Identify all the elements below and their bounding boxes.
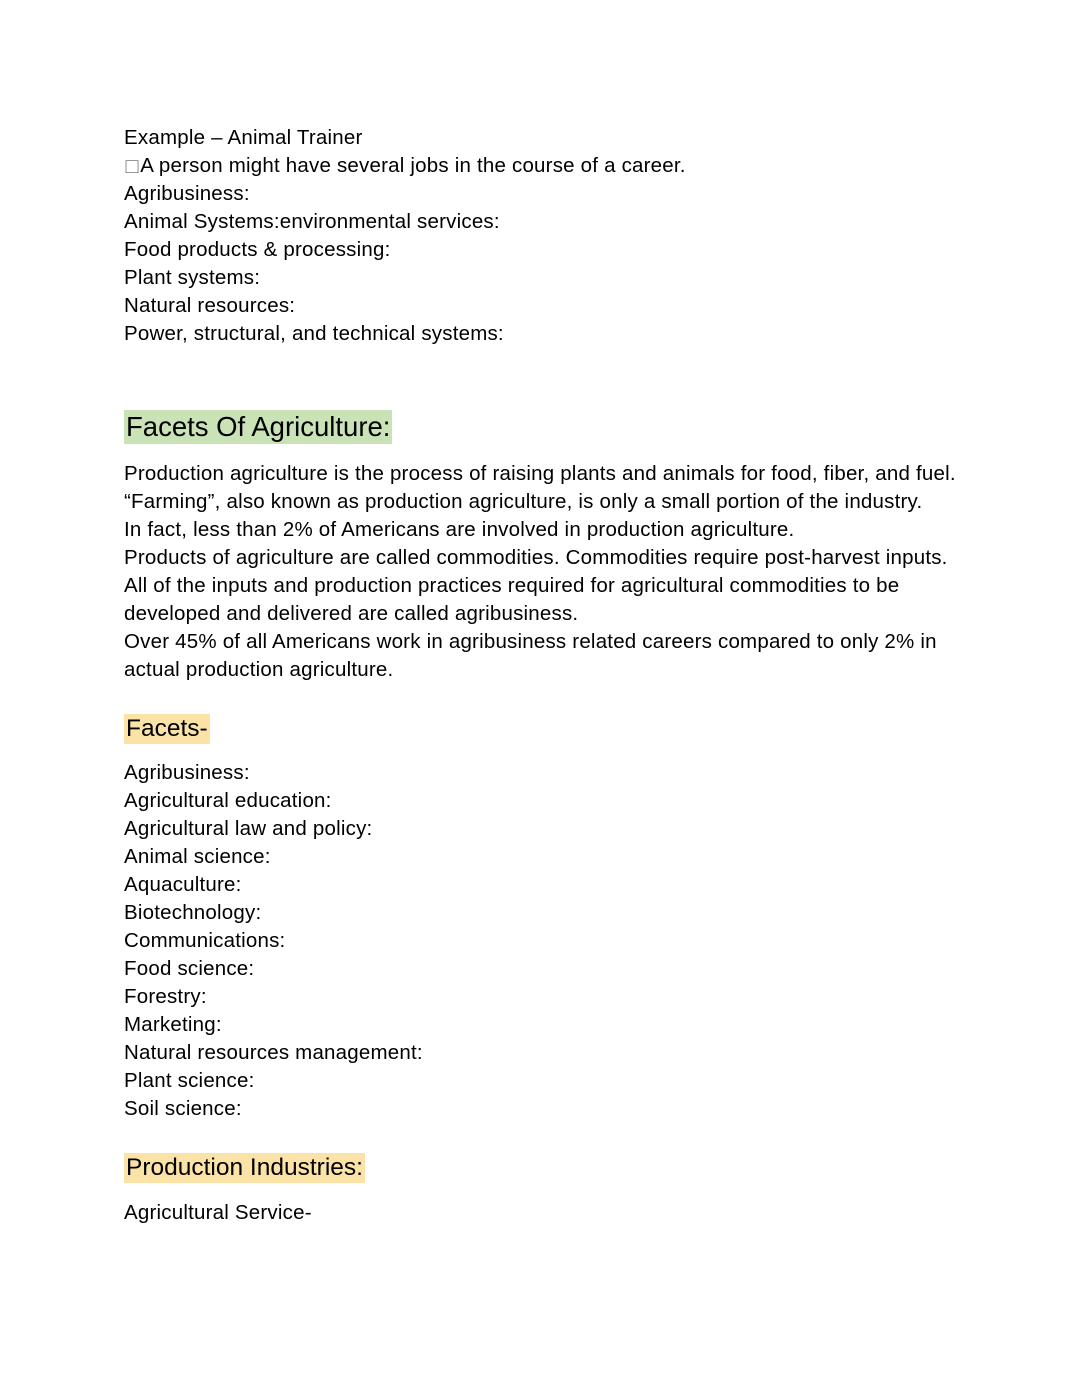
list-item: Soil science: [124, 1097, 242, 1121]
facets-of-agriculture-heading [124, 410, 964, 444]
facets-paragraph-commodities: Products of agriculture are called commodities. Commodities require post-harvest inputs. [124, 545, 948, 569]
list-item: Food science: [124, 957, 255, 981]
spacer [124, 1123, 964, 1153]
intro-line-natural-resources: Natural resources: [124, 294, 296, 317]
intro-line-power-systems: Power, structural, and technical systems: [124, 322, 504, 345]
facets-paragraph-farming: “Farming”, also known as production agriculture, is only a small portion of the industry. [124, 489, 923, 513]
spacer [124, 444, 964, 460]
production-industries-heading [124, 1153, 964, 1183]
list-item: Plant science: [124, 1069, 255, 1093]
facets-paragraph-percent: In fact, less than 2% of Americans are involved in production agriculture. [124, 517, 795, 541]
facets-of-agriculture-heading-text: Facets Of Agriculture: [126, 411, 391, 442]
production-industries-heading-text: Production Industries: [126, 1154, 363, 1182]
spacer [124, 1183, 964, 1199]
list-item: Communications: [124, 929, 286, 953]
list-item: Natural resources management: [124, 1041, 423, 1065]
intro-line-agribusiness: Agribusiness: [124, 182, 250, 205]
facets-of-agriculture-section [124, 410, 964, 684]
intro-line-plant-systems: Plant systems: [124, 266, 261, 289]
spacer [124, 348, 964, 410]
list-item: Marketing: [124, 1013, 222, 1037]
facets-heading [124, 714, 964, 744]
facets-paragraph-careers: Over 45% of all Americans work in agribusiness related careers compared to only 2% in actual production agriculture. [124, 629, 937, 681]
intro-line-example: Example – Animal Trainer [124, 126, 363, 149]
intro-block [124, 124, 964, 348]
list-item: Agricultural Service- [124, 1201, 312, 1225]
intro-line-animal-systems: Animal Systems:environmental services: [124, 210, 500, 233]
spacer [124, 684, 964, 714]
intro-line-food-products: Food products & processing: [124, 238, 391, 261]
facets-paragraph-production: Production agriculture is the process of raising plants and animals for food, fiber, and fuel. [124, 461, 956, 485]
facets-paragraph-inputs: All of the inputs and production practices required for agricultural commodities to be developed and delivered are called agribusiness. [124, 573, 900, 625]
spacer [124, 743, 964, 759]
list-item: Agricultural education: [124, 789, 332, 813]
intro-line-career [124, 152, 964, 180]
document-body [124, 124, 964, 1227]
list-item: Agribusiness: [124, 761, 250, 785]
empty-box-bullet-icon: □ [124, 156, 141, 176]
list-item: Biotechnology: [124, 901, 262, 925]
list-item: Forestry: [124, 985, 207, 1009]
facets-list-section [124, 714, 964, 1124]
list-item: Aquaculture: [124, 873, 242, 897]
production-industries-section [124, 1153, 964, 1227]
list-item: Animal science: [124, 845, 271, 869]
facets-heading-text: Facets- [126, 714, 208, 742]
list-item: Agricultural law and policy: [124, 817, 373, 841]
intro-line-career-text: A person might have several jobs in the course of a career. [140, 154, 686, 177]
